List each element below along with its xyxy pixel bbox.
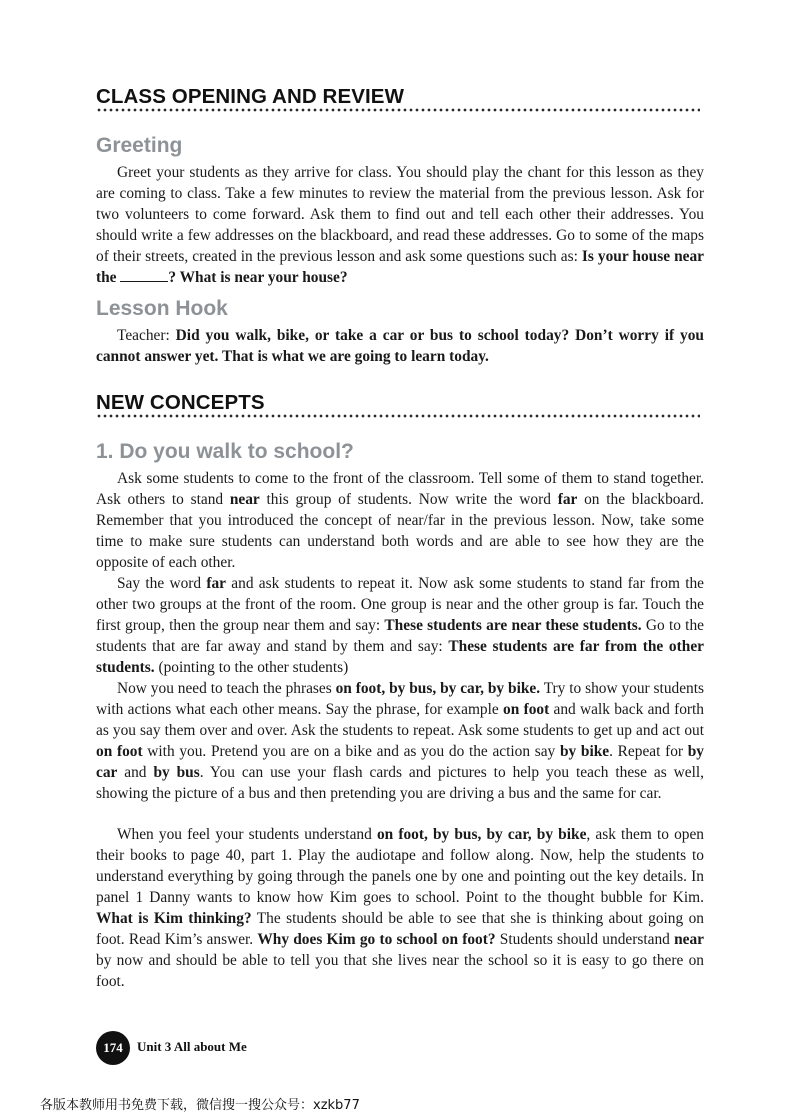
- bold-text: These students are near these students.: [384, 617, 642, 634]
- watermark-text: 各版本教师用书免费下载，微信搜一搜公众号：xzkb77: [40, 1098, 360, 1113]
- bold-text: on foot, by bus, by car, by bike.: [335, 680, 541, 697]
- subheading-lesson-hook: Lesson Hook: [96, 297, 228, 320]
- text: Try to show your students with actions what each other means. Say the phrase, for example: [96, 680, 705, 718]
- unit-label: Unit 3 All about Me: [137, 1039, 247, 1054]
- paragraph-concept1-4: [96, 824, 704, 992]
- paragraph-concept1-2: [96, 573, 704, 678]
- paragraph-concept1-3: [96, 678, 704, 804]
- paragraph-lesson-hook: [96, 325, 704, 367]
- bold-text: These students are far from the other students.: [96, 638, 704, 676]
- text: When you feel your students understand: [117, 826, 377, 843]
- question-text: Is your house near the: [96, 248, 704, 286]
- text: this group of students. Now write the word: [259, 491, 558, 508]
- dotted-rule: [96, 414, 700, 418]
- text: and ask students to repeat it. Now ask some students to stand far from the other two groups at the front of the room. One group is near and the other group is far. Touch the first group, then the group near them and say:: [96, 575, 704, 634]
- text: Go to the students that are far away and stand by them and say:: [96, 617, 704, 655]
- text: Greet your students as they arrive for class. You should play the chant for this lesson as they are coming to class. Take a few minutes to review the material from the previous lesson. Ask for two volunteers to come forward. Ask them to find out and tell each other their addresses. You should write a few addresses on the blackboard, and read these addresses. Go to some of the maps of their streets, created in the previous lesson and ask some questions such as:: [96, 164, 704, 265]
- subheading-greeting: Greeting: [96, 134, 183, 157]
- bold-text: far: [557, 491, 578, 508]
- bold-text: near: [674, 931, 704, 948]
- text: Students should understand: [495, 931, 675, 948]
- bold-text: by car: [96, 743, 704, 781]
- dotted-rule: [96, 108, 700, 112]
- bold-text: on foot, by bus, by car, by bike: [376, 826, 587, 843]
- text: Ask some students to come to the front of the classroom. Tell some of them to stand together. Ask others to stand: [96, 470, 704, 508]
- paragraph-greeting: [96, 162, 704, 288]
- teacher-line: Did you walk, bike, or take a car or bus to school today? Don’t worry if you cannot answer yet. That is what we are going to learn today.: [96, 327, 704, 365]
- text: . You can use your flash cards and pictures to help you teach these as well, showing the picture of a bus and then pretending you are driving a bus and the same for car.: [96, 764, 705, 802]
- bold-text: far: [206, 575, 227, 592]
- bold-text: by bus: [153, 764, 200, 781]
- question-text: ? What is near your house?: [168, 269, 348, 286]
- section-title: CLASS OPENING AND REVIEW: [96, 85, 405, 108]
- text: , ask them to open their books to page 40, part 1. Play the audiotape and follow along. Now, help the students to understand everything by going through the panels one by one and pointing out the key details. In panel 1 Danny wants to know how Kim goes to school. Point to the thought bubble for Kim.: [96, 826, 704, 906]
- teacher-label: Teacher:: [117, 327, 176, 344]
- text: The students should be able to see that she is thinking about going on foot. Read Kim’s answer.: [96, 910, 704, 948]
- bold-text: on foot: [503, 701, 550, 718]
- bold-text: Why does Kim go to school on foot?: [257, 931, 496, 948]
- text: Now you need to teach the phrases: [117, 680, 336, 697]
- bold-text: by bike: [559, 743, 610, 760]
- bold-text: near: [229, 491, 260, 508]
- section-header-class-opening: [96, 86, 700, 114]
- paragraph-concept1-1: [96, 468, 704, 573]
- text: and walk back and forth as you say them over and over. Ask the students to repeat. Ask some students to get up and act out: [96, 701, 704, 739]
- subheading-concept-1: 1. Do you walk to school?: [96, 440, 354, 463]
- text: . Repeat for: [609, 743, 688, 760]
- text: on the blackboard. Remember that you introduced the concept of near/far in the previous lesson. Now, take some time to make sure students can understand both words and are able to see how they are the opposite of each other.: [96, 491, 704, 571]
- page-number-badge: 174: [96, 1031, 130, 1065]
- section-header-new-concepts: [96, 392, 700, 420]
- text: (pointing to the other students): [154, 659, 349, 676]
- text: and: [117, 764, 154, 781]
- section-title: NEW CONCEPTS: [96, 391, 265, 414]
- bold-text: on foot: [96, 743, 143, 760]
- fill-blank: [120, 267, 168, 282]
- text: by now and should be able to tell you that she lives near the school so it is easy to go there on foot.: [96, 952, 704, 990]
- bold-text: What is Kim thinking?: [96, 910, 252, 927]
- text: with you. Pretend you are on a bike and as you do the action say: [142, 743, 560, 760]
- text: Say the word: [117, 575, 207, 592]
